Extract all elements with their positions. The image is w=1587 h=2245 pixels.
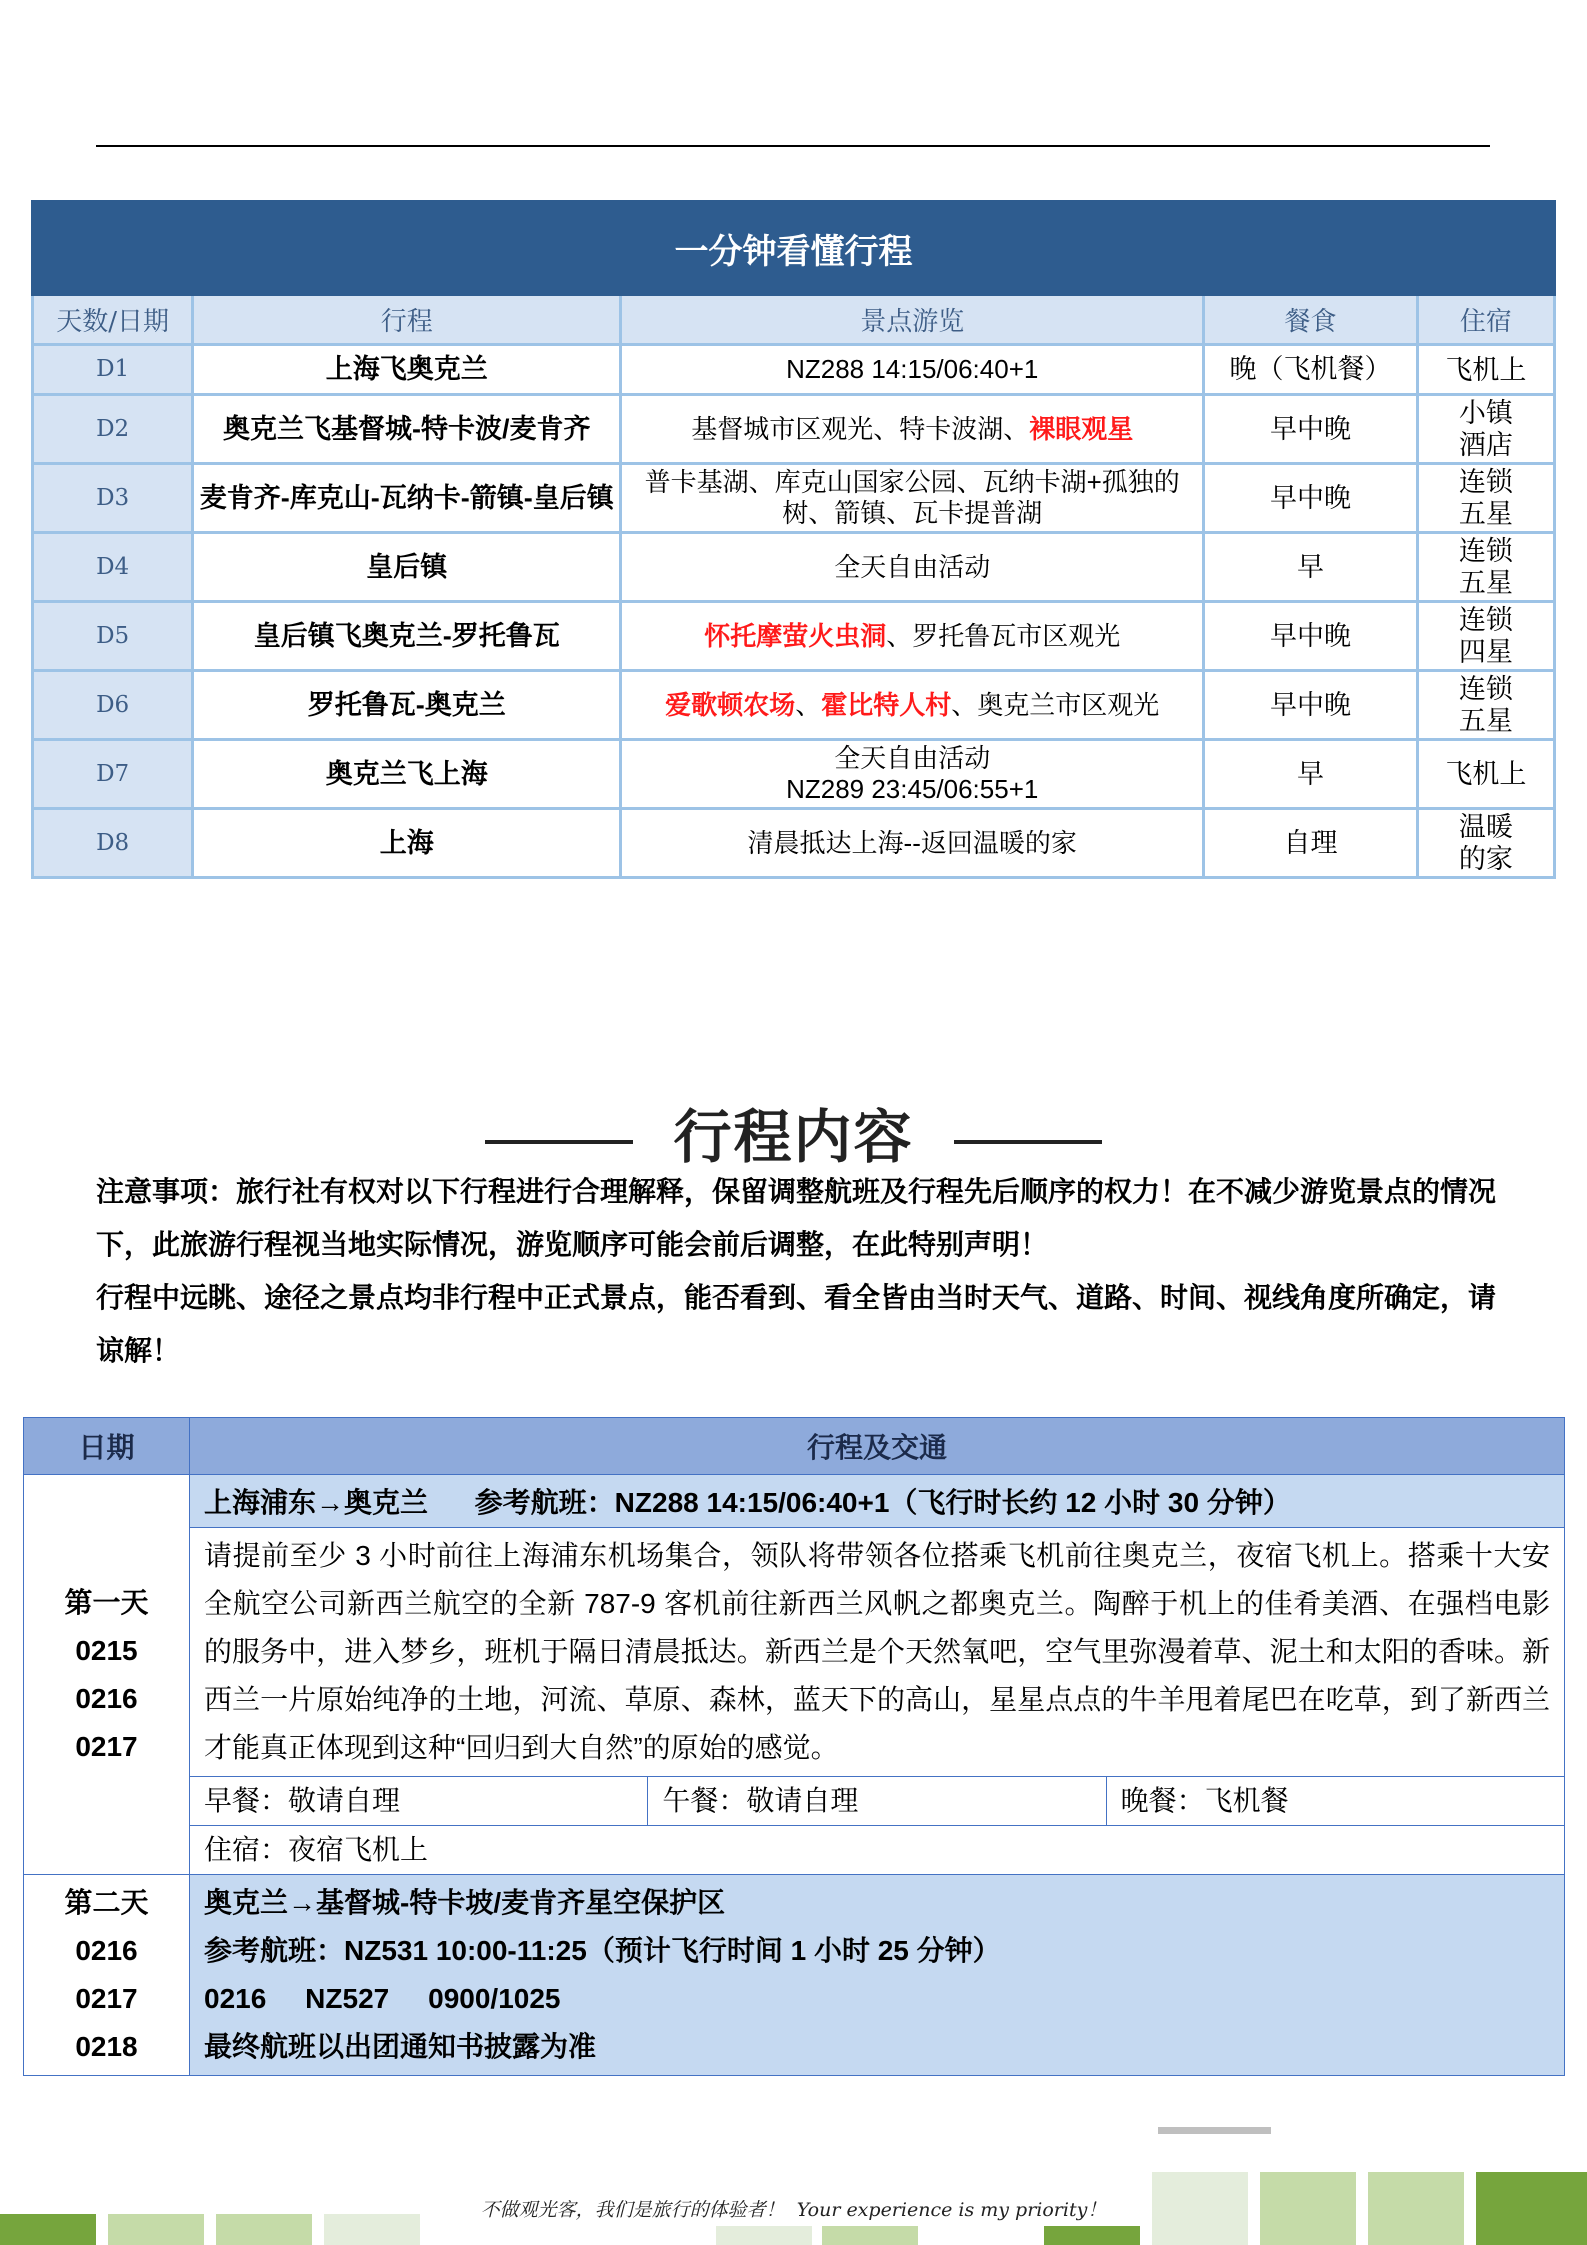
footer-block	[1260, 2172, 1356, 2245]
highlight-sight: 霍比特人村	[821, 689, 952, 720]
summary-day: D3	[33, 464, 193, 533]
summary-row	[33, 809, 1555, 878]
summary-route: 奥克兰飞基督城-特卡波/麦肯齐	[193, 395, 621, 464]
summary-sights	[621, 671, 1204, 740]
day2-line-3: 0216 NZ527 0900/1025	[204, 1983, 561, 2014]
day1-label: 第一天 0215 0216 0217	[24, 1475, 190, 1875]
section-title-text: 行程内容	[673, 1105, 914, 1170]
sight-text: 普卡基湖、库克山国家公园、瓦纳卡湖+孤独的树、箭镇、瓦卡提普湖	[644, 467, 1180, 528]
summary-row	[33, 740, 1555, 809]
title-dash-left	[485, 1140, 633, 1144]
day2-route	[190, 1875, 1565, 2076]
day1-description: 请提前至少 3 小时前往上海浦东机场集合，领队将带领各位搭乘飞机前往奥克兰，夜宿飞机上。搭乘十大安全航空公司新西兰航空的全新 787-9 客机前往新西兰风帆之都奥克兰。陶醉于机上的佳肴美酒、在强档电影的服务中，进入梦乡，班机于隔日清晨抵达。新西兰是个天然氧吧，空气里弥漫着草、泥土和太阳的香味。新西兰一片原始纯净的土地，河流、草原、森林，蓝天下的高山，星星点点的牛羊甩着尾巴在吃草，到了新西兰才能真正体现到这种“回归到大自然”的原始的感觉。	[190, 1528, 1565, 1777]
summary-day: D6	[33, 671, 193, 740]
detail-col-route: 行程及交通	[190, 1418, 1565, 1475]
footer-slogan: 不做观光客，我们是旅行的体验者！ Your experience is my priority！	[480, 2199, 1107, 2221]
summary-meal: 早中晚	[1204, 395, 1417, 464]
summary-sights	[621, 395, 1204, 464]
summary-stay: 连锁 五星	[1417, 671, 1554, 740]
summary-row	[33, 345, 1555, 395]
summary-day: D2	[33, 395, 193, 464]
day1-stay: 住宿：夜宿飞机上	[190, 1826, 1565, 1875]
col-sights: 景点游览	[621, 295, 1204, 345]
itinerary-detail-table	[23, 1417, 1565, 2076]
section-title	[0, 1090, 1587, 1174]
footer-block	[0, 2214, 96, 2245]
summary-sights	[621, 740, 1204, 809]
summary-title: 一分钟看懂行程	[33, 202, 1555, 295]
sight-text: 全天自由活动	[834, 551, 991, 582]
summary-route: 皇后镇	[193, 533, 621, 602]
summary-stay: 连锁 四星	[1417, 602, 1554, 671]
sight-text: 、	[795, 689, 822, 720]
footer-block	[822, 2226, 918, 2245]
sight-text: 、奥克兰市区观光	[951, 689, 1160, 720]
summary-route: 皇后镇飞奥克兰-罗托鲁瓦	[193, 602, 621, 671]
footer-block	[1368, 2172, 1464, 2245]
summary-route: 上海	[193, 809, 621, 878]
summary-sights	[621, 464, 1204, 533]
day1-route: 上海浦东→奥克兰 参考航班：NZ288 14:15/06:40+1（飞行时长约 12 小时 30 分钟）	[190, 1475, 1565, 1528]
summary-meal: 早	[1204, 740, 1417, 809]
footer-block	[216, 2214, 312, 2245]
summary-meal: 自理	[1204, 809, 1417, 878]
highlight-sight: 爱歌顿农场	[665, 689, 796, 720]
day1-dinner: 晚餐：飞机餐	[1106, 1777, 1564, 1825]
summary-row	[33, 602, 1555, 671]
day1-breakfast: 早餐：敬请自理	[204, 1785, 401, 1816]
day1-meals	[190, 1777, 1565, 1826]
sight-text: 、罗托鲁瓦市区观光	[886, 620, 1121, 651]
summary-stay: 小镇 酒店	[1417, 395, 1554, 464]
summary-day: D8	[33, 809, 193, 878]
summary-meal: 早	[1204, 533, 1417, 602]
footer-block	[108, 2214, 204, 2245]
highlight-sight: 裸眼观星	[1029, 413, 1134, 444]
notice-para-2: 行程中远眺、途径之景点均非行程中正式景点，能否看到、看全皆由当时天气、道路、时间、视线角度所确定，请谅解！	[96, 1282, 1497, 1366]
summary-day: D4	[33, 533, 193, 602]
summary-stay: 飞机上	[1417, 740, 1554, 809]
col-meal: 餐食	[1204, 295, 1417, 345]
day1-lunch: 午餐：敬请自理	[647, 1777, 1105, 1825]
summary-row	[33, 395, 1555, 464]
summary-sights	[621, 345, 1204, 395]
sight-text: 全天自由活动 NZ289 23:45/06:55+1	[786, 743, 1039, 804]
summary-row	[33, 533, 1555, 602]
col-route: 行程	[193, 295, 621, 345]
footer-block	[716, 2226, 812, 2245]
summary-day: D7	[33, 740, 193, 809]
footer-block	[324, 2214, 420, 2245]
notice-para-1: 注意事项：旅行社有权对以下行程进行合理解释，保留调整航班及行程先后顺序的权力！在不减少游览景点的情况下，此旅游行程视当地实际情况，游览顺序可能会前后调整，在此特别声明！	[96, 1176, 1497, 1260]
col-day: 天数/日期	[33, 295, 193, 345]
footer-block	[1044, 2226, 1140, 2245]
notice-text	[96, 1165, 1496, 1377]
summary-route: 罗托鲁瓦-奥克兰	[193, 671, 621, 740]
summary-row	[33, 464, 1555, 533]
day2-line-1: 奥克兰→基督城-特卡坡/麦肯齐星空保护区	[204, 1887, 726, 1918]
highlight-sight: 怀托摩萤火虫洞	[704, 620, 887, 651]
summary-sights	[621, 602, 1204, 671]
itinerary-summary-table	[31, 200, 1556, 879]
detail-col-date: 日期	[24, 1418, 190, 1475]
summary-day: D1	[33, 345, 193, 395]
day2-label: 第二天 0216 0217 0218	[24, 1875, 190, 2076]
summary-meal: 晚（飞机餐）	[1204, 345, 1417, 395]
footer-block	[1476, 2172, 1587, 2245]
col-stay: 住宿	[1417, 295, 1554, 345]
footer-block	[1152, 2172, 1248, 2245]
title-dash-right	[954, 1140, 1102, 1144]
sight-text: NZ288 14:15/06:40+1	[786, 354, 1039, 384]
day2-line-4: 最终航班以出团通知书披露为准	[204, 2031, 597, 2062]
summary-route: 奥克兰飞上海	[193, 740, 621, 809]
summary-stay: 连锁 五星	[1417, 533, 1554, 602]
summary-stay: 飞机上	[1417, 345, 1554, 395]
summary-day: D5	[33, 602, 193, 671]
summary-meal: 早中晚	[1204, 671, 1417, 740]
summary-stay: 连锁 五星	[1417, 464, 1554, 533]
top-rule	[96, 145, 1490, 147]
summary-route: 麦肯齐-库克山-瓦纳卡-箭镇-皇后镇	[193, 464, 621, 533]
summary-row	[33, 671, 1555, 740]
summary-meal: 早中晚	[1204, 464, 1417, 533]
footer-grey-bar	[1158, 2127, 1271, 2134]
sight-text: 基督城市区观光、特卡波湖、	[691, 413, 1030, 444]
day2-line-2: 参考航班：NZ531 10:00-11:25（预计飞行时间 1 小时 25 分钟）	[204, 1935, 1001, 1966]
summary-stay: 温暖 的家	[1417, 809, 1554, 878]
summary-meal: 早中晚	[1204, 602, 1417, 671]
sight-text: 清晨抵达上海--返回温暖的家	[747, 827, 1077, 858]
summary-sights	[621, 533, 1204, 602]
summary-sights	[621, 809, 1204, 878]
summary-route: 上海飞奥克兰	[193, 345, 621, 395]
